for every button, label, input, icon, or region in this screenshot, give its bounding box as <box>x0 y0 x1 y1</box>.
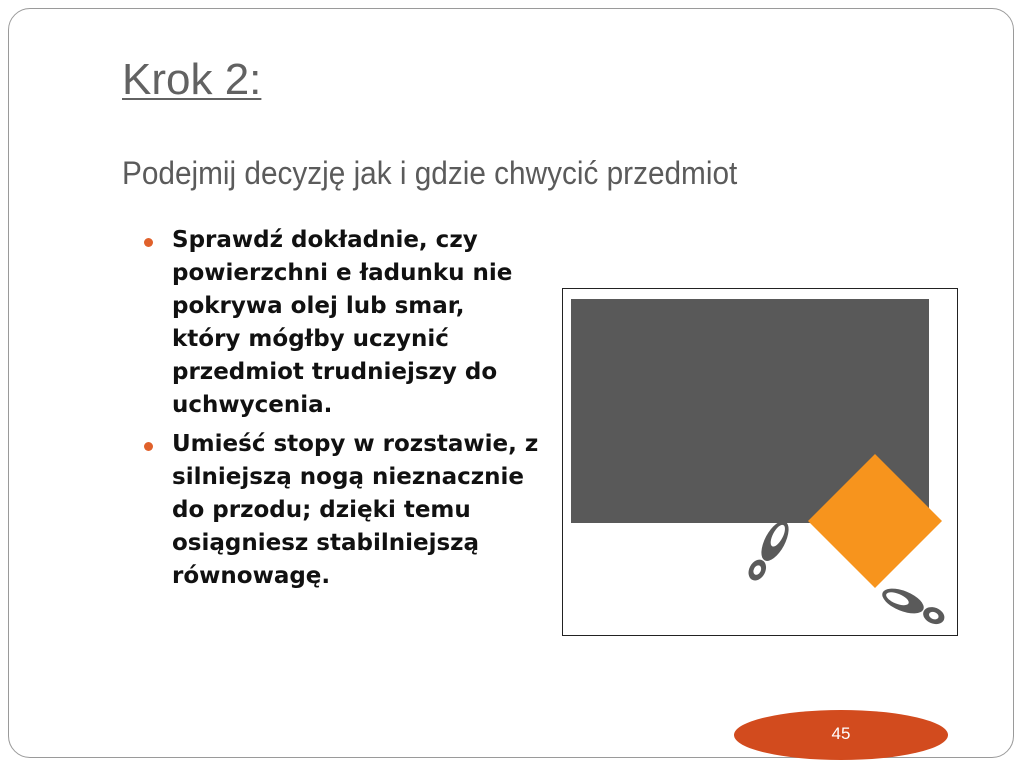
page-number-badge <box>734 710 948 760</box>
bullet-item <box>140 428 540 593</box>
footprint-right-icon <box>879 583 949 627</box>
slide-title: Krok 2: <box>122 55 262 104</box>
bullet-list <box>140 224 540 599</box>
bullet-item <box>140 224 540 422</box>
illustration <box>562 288 958 636</box>
bullet-text: Sprawdź dokładnie, czy powierzchni e ładunku nie pokrywa olej lub smar, który mógłby uczynić przedmiot trudniejszy do uchwycenia. <box>172 227 513 418</box>
illustration-svg <box>563 289 957 634</box>
page-number: 45 <box>831 724 851 743</box>
bullet-text: Umieść stopy w rozstawie, z silniejszą nogą nieznacznie do przodu; dzięki temu osiągniesz stabilniejszą równowagę. <box>172 431 539 589</box>
bullet-dot-icon <box>144 238 153 247</box>
bullet-dot-icon <box>144 442 153 451</box>
footprint-left-icon <box>745 517 794 586</box>
slide-subtitle: Podejmij decyzję jak i gdzie chwycić przedmiot <box>122 155 738 191</box>
